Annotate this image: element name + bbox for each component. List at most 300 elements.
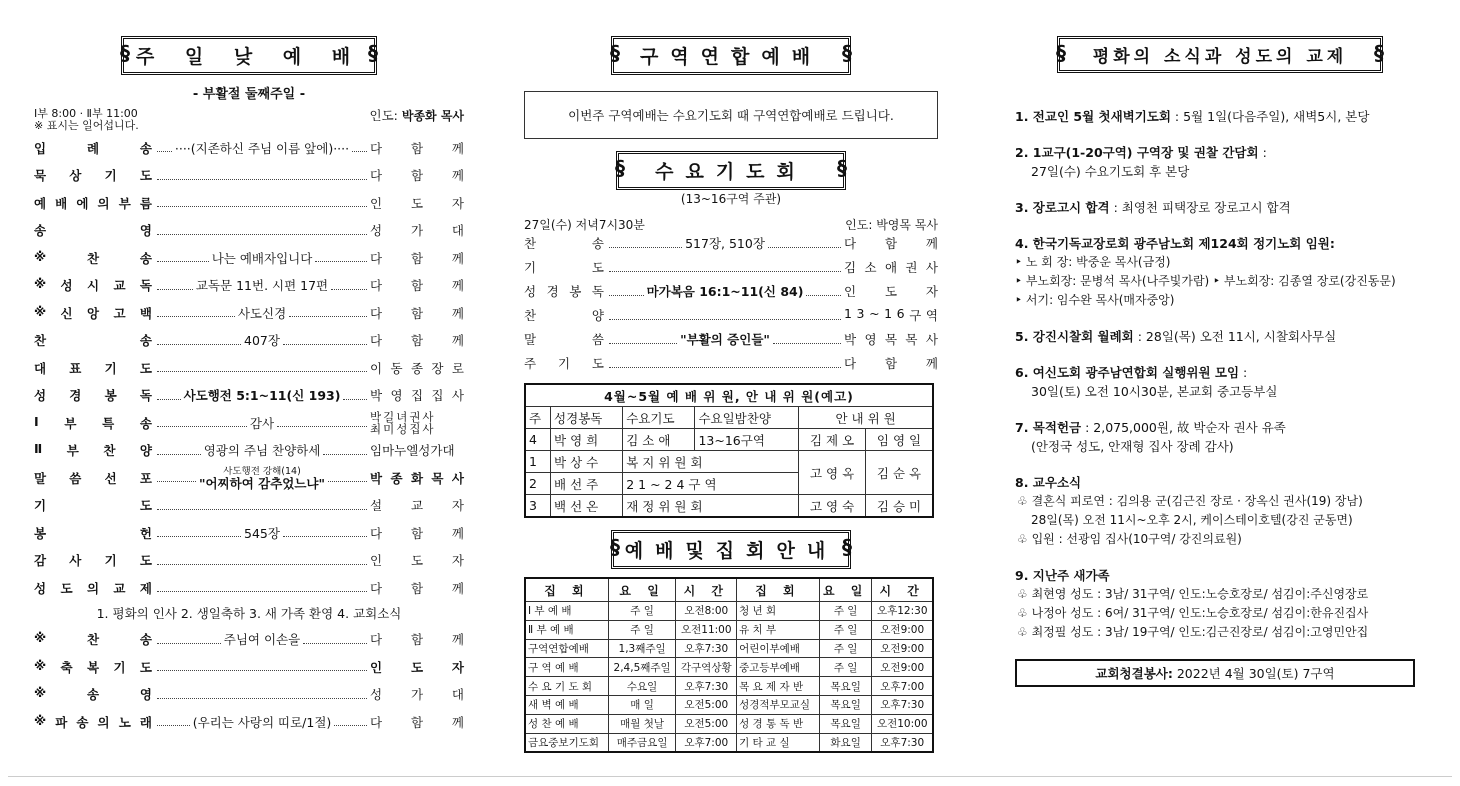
order-item-desc [154,466,370,490]
usher-cell: 김 승 미 [865,495,933,518]
wednesday-item-person: 다 함 께 [844,356,938,371]
member-news-line: 28일(목) 오전 11시~오후 2시, 케이스테이호텔(강진 군동면) [1031,513,1353,527]
leader-dots [352,143,367,152]
worship-meta [34,108,464,132]
staff-table [524,383,934,518]
order-row [34,653,464,681]
news-list [1015,107,1425,642]
meetings-table [524,577,934,753]
schedule-cell: 1,3째주일 [608,639,676,658]
order-item-name: 감 사 기 도 [34,553,152,569]
schedule-cell: 매월 첫날 [608,714,676,733]
wednesday-item-desc [606,330,844,348]
wednesday-order-row [524,303,938,327]
wednesday-item-person: 박 영 목 목 사 [844,332,938,347]
schedule-row [525,658,933,677]
news-item [1015,566,1425,642]
news-heading: 9. 지난주 새가족 [1015,568,1110,583]
news-item [1015,198,1425,217]
news-item [1015,143,1425,181]
order-item-desc [154,583,370,592]
order-row [34,272,464,300]
order-item-person: 이 동 종 장 로 [370,360,464,376]
order-row [34,547,464,575]
staff-cell: 재 정 위 원 회 [623,495,799,518]
order-item-text: 주님여 이손을 [223,632,301,648]
leader-dots [609,311,841,320]
staff-row [525,451,933,473]
schedule-header-cell: 집 회 [737,578,820,602]
schedule-cell: 목요일 [819,677,872,696]
schedule-cell: 주 일 [608,620,676,639]
order-item-text: 사도신경 [237,305,287,321]
schedule-cell: 금요중보기도회 [525,733,608,752]
officer-line: ‣ 부노회장: 문병석 목사(나주빛가람) ‣ 부노회장: 김종열 장로(강진동문) [1015,274,1396,288]
schedule-row [525,620,933,639]
district-notice: 이번주 구역예배는 수요기도회 때 구역연합예배로 드립니다. [524,91,938,139]
order-item-desc [154,249,370,267]
leader-dots [157,635,221,644]
cleaning-value: 2022년 4월 30일(토) 7구역 [1172,666,1335,681]
order-row [34,134,464,162]
wednesday-order-row [524,231,938,255]
leader-dots [343,391,367,400]
usher-cell: 고 영 숙 [799,495,866,518]
order-row [34,574,464,602]
order-item-person: 다 함 께 [370,140,464,156]
wednesday-time: 27일(수) 저녁7시30분 [524,218,645,232]
wednesday-order-row [524,351,938,375]
order-item-text: 545장 [244,525,280,541]
order-row [34,162,464,190]
member-news-line: ♧ 결혼식 피로연 : 김의용 군(김근진 장로 · 장옥신 권사(19) 장남) [1017,494,1363,508]
leader-dots [806,287,841,296]
order-item-desc [154,304,370,322]
leader-dots [331,281,367,290]
schedule-cell: 오후7:30 [676,639,737,658]
page-bottom-rule [8,776,1452,777]
wednesday-item-name: 주 기 도 [524,356,604,371]
leader-dots [157,717,190,726]
schedule-cell: 성 찬 예 배 [525,714,608,733]
schedule-cell: 새 벽 예 배 [525,695,608,714]
wednesday-host: (13~16구역 주관) [680,192,782,206]
order-item-name: 묵 상 기 도 [34,168,152,184]
order-row [34,437,464,465]
schedule-cell: 유 치 부 [737,620,820,639]
staff-cell: 2 [525,473,551,495]
schedule-row [525,714,933,733]
order-row [34,464,464,492]
wednesday-item-text: 517장, 510장 [685,236,765,251]
wednesday-item-person: 김 소 애 권 사 [844,260,938,275]
news-heading: 8. 교우소식 [1015,475,1082,490]
order-item-name: Ⅱ 부 찬 양 [34,441,152,459]
news-item [1015,418,1425,456]
leader-dots [157,308,235,317]
schedule-cell: 오전9:00 [872,639,933,658]
schedule-cell: 성경적부모교실 [737,695,820,714]
order-row [34,244,464,272]
news-heading: 7. 목적헌금 [1015,420,1082,435]
order-item-name: ※ 신 앙 고 백 [34,303,152,321]
leader-dots [157,253,209,262]
wednesday-item-text: "부활의 증인들" [680,332,770,347]
wednesday-item-name: 찬 양 [524,308,604,323]
wednesday-order-row [524,327,938,351]
officer-line: ‣ 서기: 임수완 목사(매자중앙) [1015,293,1175,307]
order-row [34,299,464,327]
order-row [34,382,464,410]
announce-line: 1. 평화의 인사 2. 생일축하 3. 새 가족 환영 4. 교회소식 [96,605,402,621]
order-item-person: 다 함 께 [370,305,464,321]
staff-cell: 배 선 주 [551,473,623,495]
order-item-name: ※ 송 영 [34,685,152,703]
schedule-cell: 주 일 [819,658,872,677]
leader-dots [157,391,181,400]
order-item-desc [154,139,370,157]
leader-dots [157,171,367,180]
schedule-cell: 청 년 회 [737,602,820,621]
order-item-name: ※ 파 송 의 노 래 [34,712,152,730]
order-item-desc [154,501,370,510]
news-heading: 3. 장로고시 합격 [1015,200,1110,215]
officer-line: ‣ 노 회 장: 박중운 목사(금정) [1015,255,1171,269]
news-detail: 30일(토) 오전 10시30분, 본교회 중고등부실 [1031,384,1278,399]
schedule-row [525,677,933,696]
new-family-line: ♧ 최정필 성도 : 3남/ 19구역/ 인도:김근진장로/ 섬김이:고영민안집 [1017,625,1369,639]
order-item-desc [154,556,370,565]
leader-dots [157,556,367,565]
staff-cell: 김 소 애 [623,429,695,451]
order-item-name: 찬 송 [34,333,152,349]
schedule-cell: 오전11:00 [676,620,737,639]
order-row [34,708,464,736]
schedule-cell: 오전5:00 [676,714,737,733]
order-item-person: 성 가 대 [370,223,464,239]
news-text: : 2,075,000원, 故 박순자 권사 유족 [1081,420,1286,435]
order-item-desc [154,441,370,459]
leader-dots [157,501,367,510]
schedule-header-cell: 요 일 [819,578,872,602]
staff-cell: 3 [525,495,551,518]
order-item-desc [154,226,370,235]
staff-header-cell: 주 [525,407,551,429]
sermon-series: 사도행전 강해(14) [223,465,301,477]
schedule-cell: 오전10:00 [872,714,933,733]
schedule-cell: 목요일 [819,695,872,714]
leader-dots [157,418,247,427]
schedule-cell: 목 요 제 자 반 [737,677,820,696]
order-item-person: 인 도 자 [370,553,464,569]
leader-dots [303,635,367,644]
sermon-title: "어찌하여 감추었느냐" [198,475,326,490]
usher-cell: 고 영 옥 [799,451,866,495]
usher-cell: 김 제 오 [799,429,866,451]
leader-dots [157,281,193,290]
schedule-cell: 오후7:30 [872,733,933,752]
schedule-cell: 구 역 예 배 [525,658,608,677]
district-worship-title: § 구역연합예배 § [611,36,851,75]
church-news-title: § 평화의 소식과 성도의 교제 § [1057,36,1383,73]
news-heading: 5. 강진시찰회 월례회 [1015,329,1134,344]
worship-order-list [34,134,464,736]
order-item-person [370,441,464,459]
order-item-text: 교독문 11번. 시편 17편 [195,278,329,294]
staff-header-cell: 안 내 위 원 [799,407,933,429]
leader-dots [768,239,841,248]
staff-cell: 백 선 온 [551,495,623,518]
staff-cell: 4 [525,429,551,451]
order-item-person: 인 도 자 [370,659,464,675]
staff-row [525,429,933,451]
wednesday-item-name: 찬 송 [524,236,604,251]
schedule-cell: 성 경 통 독 반 [737,714,820,733]
order-item-desc [154,690,370,699]
order-item-desc [154,363,370,372]
leader-dots [157,198,367,207]
order-item-person: 다 함 께 [370,333,464,349]
news-detail: (안정국 성도, 안재형 집사 장례 감사) [1031,439,1234,454]
order-item-person: 설 교 자 [370,498,464,514]
leader-dots [157,226,367,235]
order-item-person: 다 함 께 [370,580,464,596]
news-text: : 5월 1일(다음주일), 새벽5시, 본당 [1170,109,1370,124]
order-item-name: 기 도 [34,498,152,514]
order-row [34,626,464,654]
wednesday-order-row [524,279,938,303]
schedule-cell: 수 요 기 도 회 [525,677,608,696]
schedule-row [525,639,933,658]
leader-dots [157,528,241,537]
cleaning-duty [1015,659,1415,687]
cleaning-label: 교회청결봉사: [1095,666,1173,681]
schedule-cell: Ⅰ 부 예 배 [525,602,608,621]
order-item-name: ※ 찬 송 [34,630,152,648]
wednesday-item-name: 성 경 봉 독 [524,284,604,299]
schedule-cell: Ⅱ 부 예 배 [525,620,608,639]
leader-dots [323,446,367,455]
leader-dots [283,528,367,537]
news-text: : 최영천 피택장로 장로고시 합격 [1109,200,1291,215]
order-item-desc [154,276,370,294]
wednesday-order-row [524,255,938,279]
member-news-line: ♧ 입원 : 선광임 집사(10구역/ 강진의료원) [1017,532,1242,546]
order-item-person: 다 함 께 [370,525,464,541]
news-detail: 27일(수) 수요기도회 후 본당 [1031,164,1190,179]
order-item-person: 다 함 께 [370,714,464,730]
order-item-desc [154,524,370,542]
order-item-desc [154,414,370,432]
staff-cell: 13~16구역 [695,429,799,451]
schedule-cell: 주 일 [819,620,872,639]
wednesday-item-desc [606,359,844,368]
wednesday-item-name: 말 씀 [524,332,604,347]
wednesday-item-person: 1 3 ~ 1 6 구 역 [844,306,938,323]
schedule-cell: 주 일 [819,639,872,658]
order-item-desc [154,331,370,349]
person-2: 최미성집사 [370,421,436,436]
usher-cell: 김 순 옥 [865,451,933,495]
leader-dots [157,446,201,455]
staff-cell: 2 1 ~ 2 4 구 역 [623,473,799,495]
order-item-name: 봉 헌 [34,525,152,541]
order-row [34,492,464,520]
leader-dots [773,335,841,344]
order-item-person: 성 가 대 [370,687,464,703]
order-item-desc [154,713,370,731]
schedule-cell: 매주금요일 [608,733,676,752]
standing-note: ※ 표시는 일어섭니다. [34,119,139,132]
order-item-desc [154,386,370,404]
schedule-cell: 2,4,5째주일 [608,658,676,677]
leader-dots [277,418,367,427]
leader-dots [283,336,367,345]
order-row [34,681,464,709]
order-item-text: 사도행전 5:1~11(신 193) [183,388,341,404]
leader-dots [315,253,367,262]
order-item-name: ※ 성 시 교 독 [34,276,152,294]
schedule-cell: 주 일 [608,602,676,621]
leader-dots [157,336,241,345]
staff-header-cell: 성경봉독 [551,407,623,429]
order-item-person: 다 함 께 [370,632,464,648]
leader-dots [157,662,367,671]
person-1: 박길녀권사 [370,409,436,424]
schedule-cell: 구역연합예배 [525,639,608,658]
order-item-text: 감사 [249,415,275,431]
schedule-cell: 목요일 [819,714,872,733]
staff-cell: 박 영 희 [551,429,623,451]
staff-cell: 박 상 수 [551,451,623,473]
wednesday-item-name: 기 도 [524,260,604,275]
order-item-text: (우리는 사랑의 띠로/1절) [192,714,332,730]
leader-label: 인도: [369,108,402,123]
order-item-text: ····(지존하신 주님 이름 앞에)···· [174,140,350,156]
leader-dots [609,239,682,248]
staff-cell: 복 지 위 원 회 [623,451,799,473]
order-item-text: 나는 예배자입니다 [211,250,313,266]
order-row [34,409,464,437]
schedule-cell: 오전9:00 [872,620,933,639]
leader-dots [157,583,367,592]
news-heading: 6. 여신도회 광주남연합회 실행위원 모임 [1015,365,1240,380]
order-item-name: 성 경 봉 독 [34,388,152,404]
order-item-name: 입 례 송 [34,140,152,156]
staff-header-cell: 수요일밤찬양 [695,407,799,429]
order-item-desc [154,198,370,207]
leader-dots [157,690,367,699]
news-item [1015,363,1425,401]
schedule-header-cell: 시 간 [676,578,737,602]
news-text: : [1239,365,1248,380]
news-heading: 4. 한국기독교장로회 광주남노회 제124회 정기노회 임원: [1015,236,1335,251]
schedule-cell: 화요일 [819,733,872,752]
wednesday-item-desc [606,263,844,272]
order-row [34,217,464,245]
news-text: : 28일(목) 오전 11시, 시찰회사무실 [1133,329,1337,344]
schedule-cell: 주 일 [819,602,872,621]
schedule-cell: 오후7:00 [676,733,737,752]
schedule-row [525,733,933,752]
wednesday-item-desc [606,311,844,320]
news-item [1015,234,1425,310]
order-item-name: 예 배 에 의 부 름 [34,195,152,211]
order-item-person: 박 종 화 목 사 [370,470,464,486]
wednesday-leader: 인도: 박영목 목사 [845,218,938,232]
order-item-name: 말 씀 선 포 [34,470,152,486]
leader-dots [334,717,367,726]
schedule-cell: 오전5:00 [676,695,737,714]
schedule-cell: 오후12:30 [872,602,933,621]
news-item [1015,327,1425,346]
schedule-cell: 오전8:00 [676,602,737,621]
leader-dots [609,263,841,272]
order-row [34,354,464,382]
order-item-person [370,411,464,435]
wednesday-item-person: 인 도 자 [844,284,938,299]
new-family-line: ♧ 최현영 성도 : 3남/ 31구역/ 인도:노승호장로/ 섬김이:주신영장로 [1017,587,1369,601]
schedule-header-cell: 요 일 [608,578,676,602]
schedule-cell: 오후7:30 [872,695,933,714]
service-times: Ⅰ부 8:00 · Ⅱ부 11:00 [34,107,138,120]
schedule-row [525,602,933,621]
leader-dots [328,473,367,482]
order-row [34,519,464,547]
schedule-cell: 각구역상황 [676,658,737,677]
leader-dots [157,473,196,482]
sunday-worship-column [34,36,464,736]
news-heading: 1. 전교인 5월 첫새벽기도회 [1015,109,1171,124]
wednesday-item-text: 마가복음 16:1~11(신 84) [646,284,804,299]
leader-dots [289,308,367,317]
wednesday-item-desc [606,282,844,300]
order-item-person: 다 함 께 [370,168,464,184]
news-item [1015,473,1425,549]
order-item-name: ※ 찬 송 [34,248,152,266]
new-family-line: ♧ 나정아 성도 : 6여/ 31구역/ 인도:노승호장로/ 섬김이:한유진집사 [1017,606,1369,620]
order-row [34,189,464,217]
order-item-name: Ⅰ 부 특 송 [34,413,152,431]
schedule-cell: 오전9:00 [872,658,933,677]
order-item-person: 인 도 자 [370,195,464,211]
order-item-person: 다 함 께 [370,278,464,294]
news-item [1015,107,1425,126]
news-heading: 2. 1교구(1-20구역) 구역장 및 권찰 간담회 [1015,145,1259,160]
order-item-person: 다 함 께 [370,250,464,266]
district-and-wednesday-column [524,36,938,753]
schedule-header-cell: 집 회 [525,578,608,602]
leader-dots [157,363,367,372]
wednesday-item-person: 다 함 께 [844,236,938,251]
schedule-cell: 중고등부예배 [737,658,820,677]
church-news-column [1015,36,1425,687]
order-row [34,327,464,355]
usher-cell: 임 영 일 [865,429,933,451]
leader-dots [609,359,841,368]
schedule-cell: 매 일 [608,695,676,714]
meetings-title: § 예배및집회안내 § [611,530,851,569]
schedule-cell: 어린이부예배 [737,639,820,658]
staff-cell: 1 [525,451,551,473]
order-item-text: 407장 [244,333,280,349]
sunday-worship-title: § 주 일 낮 예 배 § [121,36,377,75]
order-item-name: ※ 축 복 기 도 [34,657,152,675]
schedule-header-cell: 시 간 [872,578,933,602]
leader-dots [609,287,644,296]
order-item-name: 대 표 기 도 [34,360,152,376]
leader-dots [157,143,172,152]
